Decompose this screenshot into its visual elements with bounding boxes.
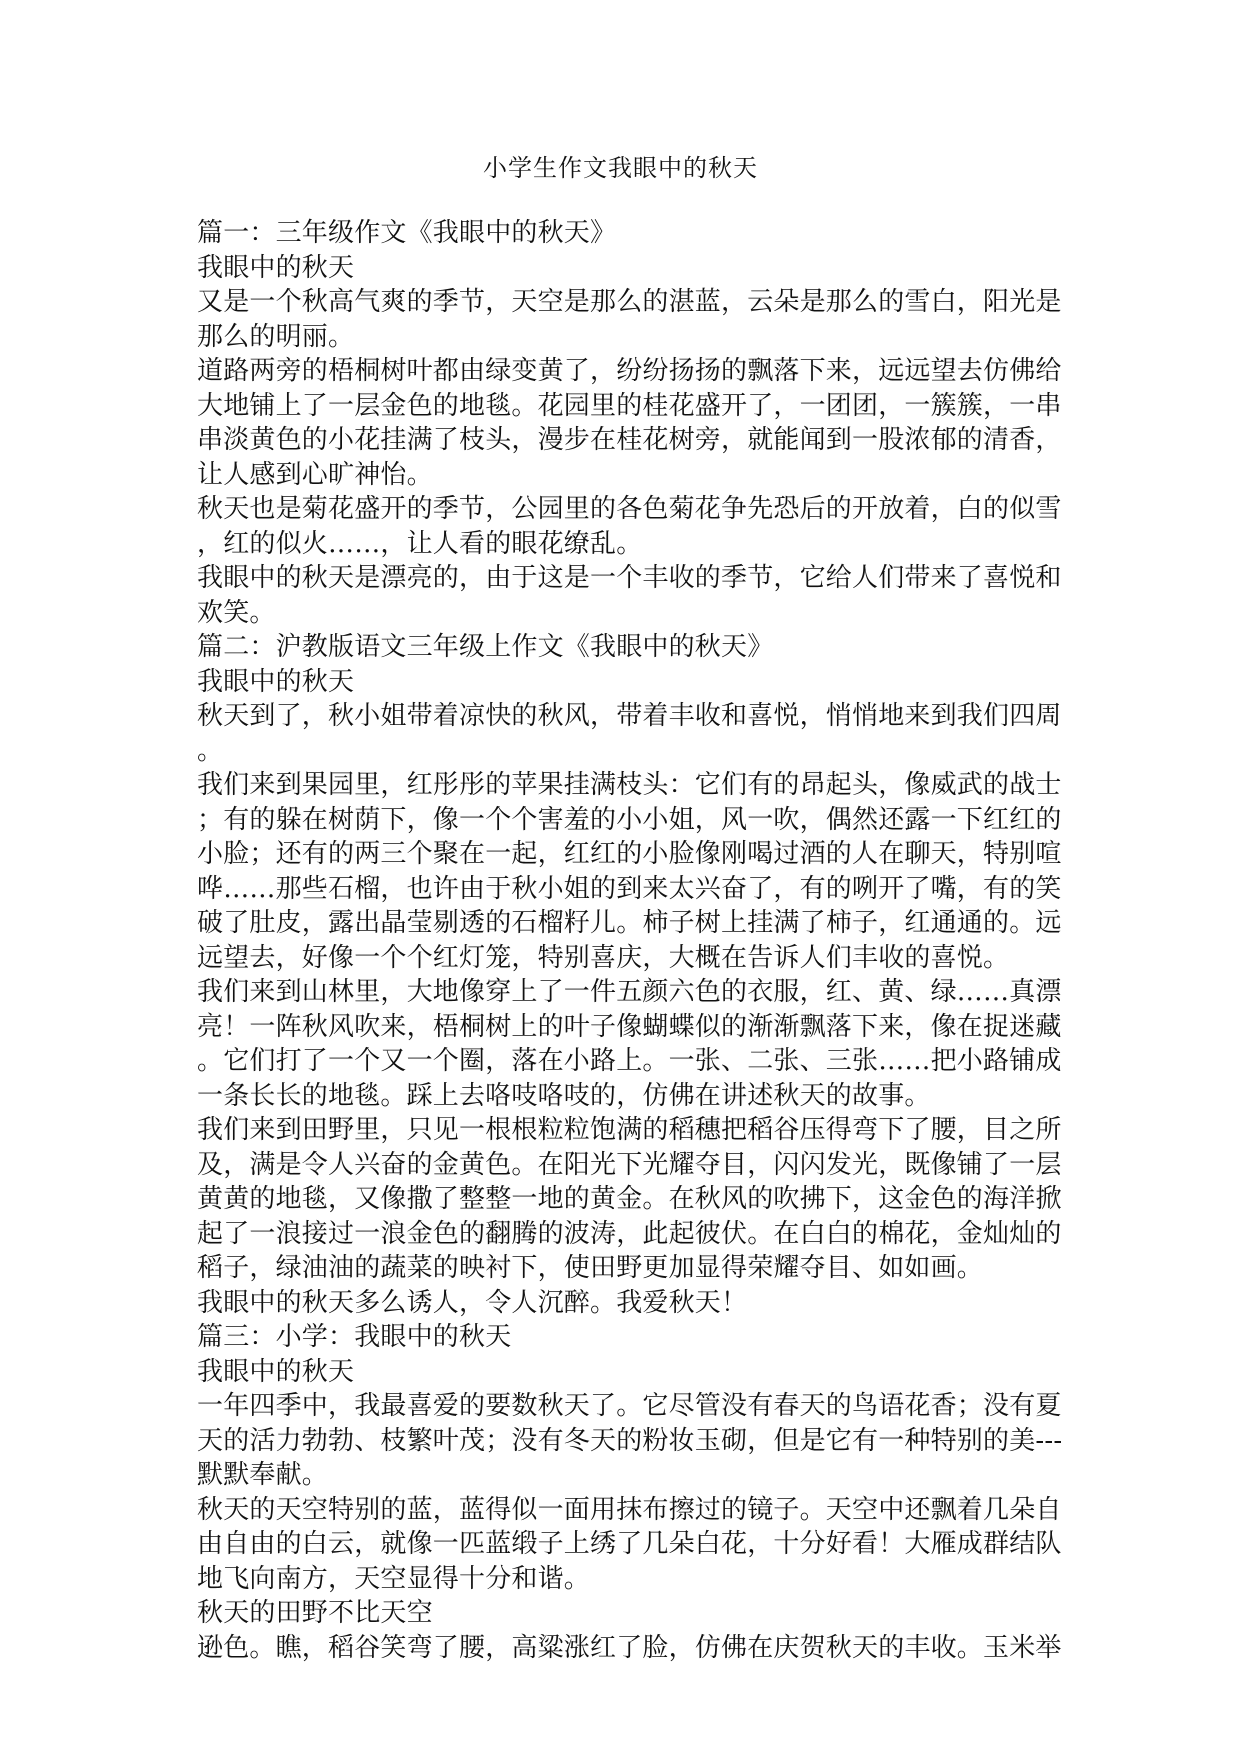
text-line: 道路两旁的梧桐树叶都由绿变黄了，纷纷扬扬的飘落下来，远远望去仿佛给 [197,356,1062,386]
text-line: 我们来到田野里，只见一根根粒粒饱满的稻穗把稻谷压得弯下了腰，目之所 [197,1115,1062,1145]
text-line: 大地铺上了一层金色的地毯。花园里的桂花盛开了，一团团，一簇簇，一串 [197,390,1062,421]
text-line: 及，满是令人兴奋的金黄色。在阳光下光耀夺目，闪闪发光，既像铺了一层 [197,1149,1062,1180]
text-line: 地飞向南方，天空显得十分和谐。 [197,1563,591,1594]
text-line: 欢笑。 [197,597,276,628]
text-line: 让人感到心旷神怡。 [197,459,433,490]
text-line: 我眼中的秋天 [197,252,355,283]
text-line: 黄黄的地毯，又像撒了整整一地的黄金。在秋风的吹拂下，这金色的海洋掀 [197,1184,1062,1214]
document-title: 小学生作文我眼中的秋天 [483,154,758,182]
text-line: 由自由的白云，就像一匹蓝缎子上绣了几朵白花，十分好看！大雁成群结队 [197,1529,1062,1559]
text-line: 我们来到山林里，大地像穿上了一件五颜六色的衣服，红、黄、绿……真漂 [197,977,1062,1007]
text-line: 哗……那些石榴，也许由于秋小姐的到来太兴奋了，有的咧开了嘴，有的笑 [197,873,1062,904]
text-line: 我眼中的秋天是漂亮的，由于这是一个丰收的季节，它给人们带来了喜悦和 [197,563,1062,593]
text-line: 小脸；还有的两三个聚在一起，红红的小脸像刚喝过酒的人在聊天，特别喧 [197,839,1062,869]
text-line: 秋天的田野不比天空 [197,1598,433,1628]
text-line: ；有的躲在树荫下，像一个个害羞的小小姐，风一吹，偶然还露一下红红的 [197,804,1062,835]
text-line: 篇三：小学：我眼中的秋天 [197,1322,512,1352]
text-line: 起了一浪接过一浪金色的翻腾的波涛，此起彼伏。在白白的棉花，金灿灿的 [197,1218,1062,1249]
text-line: 天的活力勃勃、枝繁叶茂；没有冬天的粉妆玉砌，但是它有一种特别的美--- [197,1425,1063,1456]
text-line: 我眼中的秋天 [197,1356,355,1387]
text-line: ，红的似火……，让人看的眼花缭乱。 [197,528,643,559]
text-line: 又是一个秋高气爽的季节，天空是那么的湛蓝，云朵是那么的雪白，阳光是 [197,287,1062,317]
text-line: 篇一：三年级作文《我眼中的秋天》 [197,218,617,248]
text-line: 一年四季中，我最喜爱的要数秋天了。它尽管没有春天的鸟语花香；没有夏 [197,1391,1062,1421]
text-line: 稻子，绿油油的蔬菜的映衬下，使田野更加显得荣耀夺目、如如画。 [197,1253,984,1283]
text-line: 秋天的天空特别的蓝，蓝得似一面用抹布擦过的镜子。天空中还飘着几朵自 [197,1494,1062,1525]
text-line: 一条长长的地毯。踩上去咯吱咯吱的，仿佛在讲述秋天的故事。 [197,1080,931,1111]
text-line: 逊色。瞧，稻谷笑弯了腰，高粱涨红了脸，仿佛在庆贺秋天的丰收。玉米举 [197,1632,1062,1663]
text-line: 那么的明丽。 [197,321,355,352]
text-line: 秋天到了，秋小姐带着凉快的秋风，带着丰收和喜悦，悄悄地来到我们四周 [197,701,1062,731]
text-line: 篇二：沪教版语文三年级上作文《我眼中的秋天》 [197,632,774,662]
text-line: 亮！一阵秋风吹来，梧桐树上的叶子像蝴蝶似的渐渐飘落下来，像在捉迷藏 [197,1011,1062,1042]
text-line: 我眼中的秋天 [197,666,355,697]
text-line: 串淡黄色的小花挂满了枝头，漫步在桂花树旁，就能闻到一股浓郁的清香， [197,425,1062,455]
text-line: 。 [197,735,224,766]
text-line: 秋天也是菊花盛开的季节，公园里的各色菊花争先恐后的开放着，白的似雪 [197,494,1062,524]
text-line: 我们来到果园里，红彤彤的苹果挂满枝头：它们有的昂起头，像威武的战士 [197,770,1062,800]
text-line: 。它们打了一个又一个圈，落在小路上。一张、二张、三张……把小路铺成 [197,1046,1062,1076]
text-line: 破了肚皮，露出晶莹剔透的石榴籽儿。柿子树上挂满了柿子，红通通的。远 [197,908,1062,938]
text-line: 我眼中的秋天多么诱人，令人沉醉。我爱秋天！ [197,1287,748,1318]
text-line: 默默奉献。 [197,1460,329,1490]
text-line: 远望去，好像一个个红灯笼，特别喜庆，大概在告诉人们丰收的喜悦。 [197,942,1010,973]
document-body [197,216,1063,1665]
